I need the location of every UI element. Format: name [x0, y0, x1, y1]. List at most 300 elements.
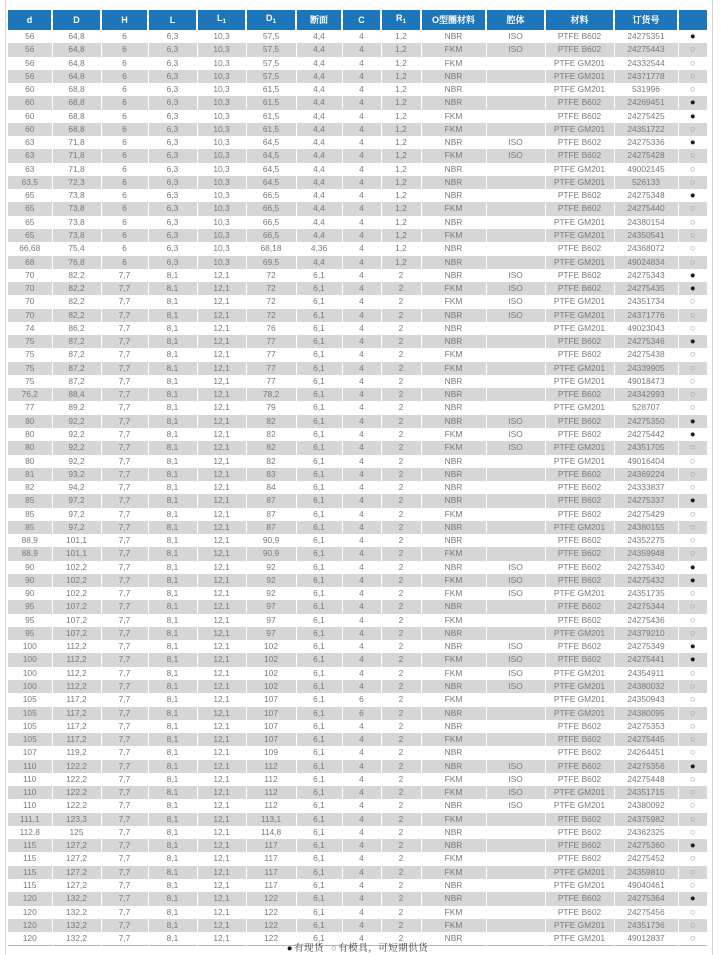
table-cell-L: 8,1: [148, 627, 197, 640]
table-cell-R1: 2: [381, 362, 421, 375]
table-cell-R1: 2: [381, 733, 421, 746]
table-cell-D: 127,2: [52, 839, 101, 852]
table-cell-cavity: ISO: [486, 30, 545, 43]
table-cell-R1: 2: [381, 282, 421, 295]
table-row: [8, 760, 707, 773]
table-cell-d: 60: [8, 83, 52, 96]
table-cell-d: 66,68: [8, 242, 52, 255]
table-cell-cavity: [486, 455, 545, 468]
table-cell-section: 6,1: [296, 534, 342, 547]
table-cell-material: PTFE GM201: [545, 256, 614, 269]
table-cell-L1: 12,1: [197, 600, 246, 613]
table-cell-H: 6: [101, 96, 148, 109]
table-cell-material: PTFE GM201: [545, 176, 614, 189]
table-cell-C: 4: [342, 534, 381, 547]
stock-hollow-circle-icon: ○: [689, 747, 696, 759]
table-cell-material: PTFE B602: [545, 892, 614, 905]
table-cell-C: 4: [342, 229, 381, 242]
table-cell-cavity: [486, 866, 545, 879]
stock-hollow-circle-icon: ○: [689, 150, 696, 162]
table-cell-cavity: ISO: [486, 43, 545, 56]
stock-hollow-circle-icon: ○: [689, 123, 696, 135]
stock-hollow-circle-icon: ○: [689, 322, 696, 334]
table-cell-R1: 2: [381, 415, 421, 428]
table-cell-cavity: [486, 852, 545, 865]
table-cell-D: 73,8: [52, 216, 101, 229]
table-cell-L1: 12,1: [197, 680, 246, 693]
table-cell-order_no: 24275452: [614, 852, 678, 865]
table-cell-d: 105: [8, 707, 52, 720]
table-row: [8, 906, 707, 919]
table-cell-material: PTFE B602: [545, 508, 614, 521]
table-cell-D: 87,2: [52, 375, 101, 388]
table-cell-oring_material: FKM: [421, 653, 486, 666]
table-cell-L: 8,1: [148, 521, 197, 534]
table-cell-R1: 2: [381, 680, 421, 693]
table-cell-cavity: [486, 57, 545, 70]
table-cell-oring_material: NBR: [421, 30, 486, 43]
table-cell-d: 77: [8, 401, 52, 414]
table-cell-D: 97,2: [52, 494, 101, 507]
table-row: [8, 441, 707, 454]
table-row: [8, 627, 707, 640]
table-cell-C: 4: [342, 799, 381, 812]
table-cell-D: 102,2: [52, 574, 101, 587]
table-cell-oring_material: NBR: [421, 839, 486, 852]
table-cell-material: PTFE B602: [545, 561, 614, 574]
table-cell-section: 6,1: [296, 428, 342, 441]
table-row: [8, 256, 707, 269]
table-cell-d: 60: [8, 123, 52, 136]
column-header-oring_material: O型圈材料: [421, 10, 486, 30]
table-cell-material: PTFE B602: [545, 481, 614, 494]
table-cell-d: 115: [8, 839, 52, 852]
table-cell-oring_material: NBR: [421, 309, 486, 322]
table-cell-D: 117,2: [52, 707, 101, 720]
table-cell-L1: 10,3: [197, 30, 246, 43]
table-cell-order_no: 24275343: [614, 269, 678, 282]
table-cell-L1: 12,1: [197, 614, 246, 627]
table-cell-D1: 77: [246, 375, 296, 388]
table-cell-d: 100: [8, 640, 52, 653]
table-cell-material: PTFE GM201: [545, 707, 614, 720]
table-cell-L: 6,3: [148, 202, 197, 215]
stock-hollow-circle-icon: ○: [689, 482, 696, 494]
table-cell-H: 6: [101, 123, 148, 136]
table-cell-D: 68,8: [52, 96, 101, 109]
table-cell-oring_material: NBR: [421, 879, 486, 892]
table-cell-D: 92,2: [52, 428, 101, 441]
table-row: [8, 176, 707, 189]
table-cell-L: 8,1: [148, 335, 197, 348]
table-cell-D1: 72: [246, 269, 296, 282]
table-cell-H: 7,7: [101, 852, 148, 865]
table-cell-C: 4: [342, 773, 381, 786]
table-cell-D: 122,2: [52, 799, 101, 812]
table-cell-L1: 12,1: [197, 401, 246, 414]
table-cell-D: 127,2: [52, 879, 101, 892]
table-cell-order_no: 24275353: [614, 720, 678, 733]
table-row: [8, 468, 707, 481]
table-cell-d: 105: [8, 720, 52, 733]
table-row: [8, 43, 707, 56]
table-cell-L: 6,3: [148, 149, 197, 162]
table-cell-material: PTFE B602: [545, 428, 614, 441]
table-cell-R1: 2: [381, 746, 421, 759]
table-cell-cavity: [486, 521, 545, 534]
table-cell-oring_material: FKM: [421, 149, 486, 162]
table-cell-section: 4,4: [296, 70, 342, 83]
table-cell-D1: 77: [246, 348, 296, 361]
table-cell-section: 6,1: [296, 269, 342, 282]
table-cell-L1: 12,1: [197, 455, 246, 468]
table-cell-d: 60: [8, 96, 52, 109]
table-cell-d: 120: [8, 919, 52, 932]
table-cell-C: 4: [342, 176, 381, 189]
table-cell-L1: 12,1: [197, 653, 246, 666]
table-cell-L: 6,3: [148, 123, 197, 136]
table-cell-oring_material: NBR: [421, 521, 486, 534]
table-cell-oring_material: FKM: [421, 693, 486, 706]
table-cell-d: 56: [8, 43, 52, 56]
table-cell-R1: 2: [381, 614, 421, 627]
table-cell-L: 8,1: [148, 826, 197, 839]
table-cell-d: 70: [8, 269, 52, 282]
table-cell-L: 8,1: [148, 707, 197, 720]
table-cell-d: 95: [8, 600, 52, 613]
table-cell-L: 6,3: [148, 57, 197, 70]
table-cell-material: PTFE B602: [545, 547, 614, 560]
table-cell-order_no: 24275429: [614, 508, 678, 521]
table-cell-d: 105: [8, 733, 52, 746]
table-cell-D: 72,3: [52, 176, 101, 189]
table-cell-oring_material: FKM: [421, 866, 486, 879]
table-cell-section: 6,1: [296, 614, 342, 627]
table-cell-oring_material: FKM: [421, 667, 486, 680]
table-cell-oring_material: FKM: [421, 906, 486, 919]
table-cell-D: 87,2: [52, 348, 101, 361]
table-cell-cavity: [486, 746, 545, 759]
column-header-D: D: [52, 10, 101, 30]
table-cell-cavity: [486, 189, 545, 202]
table-cell-oring_material: NBR: [421, 892, 486, 905]
table-cell-D1: 64,5: [246, 149, 296, 162]
table-cell-D1: 82: [246, 441, 296, 454]
table-cell-D1: 66,5: [246, 202, 296, 215]
table-cell-L1: 10,3: [197, 163, 246, 176]
table-cell-L: 8,1: [148, 879, 197, 892]
table-cell-L1: 12,1: [197, 866, 246, 879]
table-cell-oring_material: NBR: [421, 932, 486, 946]
table-cell-L: 6,3: [148, 83, 197, 96]
table-cell-oring_material: NBR: [421, 799, 486, 812]
table-cell-C: 4: [342, 813, 381, 826]
table-cell-order_no: 24275435: [614, 282, 678, 295]
table-cell-L: 8,1: [148, 388, 197, 401]
table-cell-material: PTFE GM201: [545, 295, 614, 308]
table-cell-d: 115: [8, 879, 52, 892]
table-cell-order_no: 528707: [614, 401, 678, 414]
seal-spec-table: [8, 10, 707, 946]
table-cell-H: 6: [101, 176, 148, 189]
table-cell-L: 8,1: [148, 547, 197, 560]
table-cell-order_no: 24275360: [614, 839, 678, 852]
table-cell-d: 100: [8, 667, 52, 680]
table-cell-D: 73,8: [52, 202, 101, 215]
table-cell-L1: 12,1: [197, 627, 246, 640]
table-cell-order_no: 49018473: [614, 375, 678, 388]
table-cell-C: 4: [342, 70, 381, 83]
table-cell-d: 60: [8, 110, 52, 123]
table-cell-R1: 2: [381, 693, 421, 706]
table-cell-H: 7,7: [101, 720, 148, 733]
stock-hollow-circle-icon: ○: [689, 707, 696, 719]
table-cell-oring_material: NBR: [421, 455, 486, 468]
stock-hollow-circle-icon: ○: [689, 362, 696, 374]
table-cell-section: 6,1: [296, 547, 342, 560]
table-cell-C: 4: [342, 866, 381, 879]
table-cell-L: 8,1: [148, 600, 197, 613]
table-cell-cavity: [486, 494, 545, 507]
table-cell-H: 7,7: [101, 561, 148, 574]
table-cell-oring_material: NBR: [421, 96, 486, 109]
table-cell-L1: 12,1: [197, 852, 246, 865]
table-cell-R1: 2: [381, 786, 421, 799]
table-cell-D: 82,2: [52, 269, 101, 282]
table-cell-C: 4: [342, 892, 381, 905]
table-cell-R1: 2: [381, 799, 421, 812]
table-cell-L1: 12,1: [197, 561, 246, 574]
table-cell-oring_material: FKM: [421, 813, 486, 826]
table-cell-H: 6: [101, 83, 148, 96]
table-cell-cavity: ISO: [486, 282, 545, 295]
table-cell-cavity: ISO: [486, 295, 545, 308]
table-cell-L: 6,3: [148, 96, 197, 109]
table-cell-D1: 84: [246, 481, 296, 494]
table-cell-order_no: 24379210: [614, 627, 678, 640]
table-cell-H: 7,7: [101, 415, 148, 428]
table-cell-section: 6,1: [296, 600, 342, 613]
table-cell-R1: 2: [381, 866, 421, 879]
table-cell-order_no: 24275443: [614, 43, 678, 56]
table-cell-d: 110: [8, 799, 52, 812]
table-cell-D: 71,8: [52, 149, 101, 162]
table-cell-D1: 102: [246, 667, 296, 680]
table-cell-D: 122,2: [52, 760, 101, 773]
table-cell-d: 75: [8, 375, 52, 388]
table-cell-D: 127,2: [52, 866, 101, 879]
table-cell-oring_material: NBR: [421, 216, 486, 229]
table-cell-d: 80: [8, 441, 52, 454]
table-cell-L1: 12,1: [197, 388, 246, 401]
table-cell-R1: 2: [381, 547, 421, 560]
table-cell-d: 65: [8, 202, 52, 215]
table-cell-material: PTFE B602: [545, 733, 614, 746]
table-cell-D: 75,4: [52, 242, 101, 255]
table-cell-L1: 10,3: [197, 136, 246, 149]
table-row: [8, 680, 707, 693]
stock-hollow-circle-icon: ○: [689, 176, 696, 188]
table-cell-section: 4,4: [296, 202, 342, 215]
table-cell-L1: 12,1: [197, 826, 246, 839]
table-cell-D1: 97: [246, 627, 296, 640]
table-cell-order_no: 24275337: [614, 494, 678, 507]
table-cell-H: 7,7: [101, 574, 148, 587]
table-cell-d: 75: [8, 362, 52, 375]
table-cell-C: 4: [342, 149, 381, 162]
table-cell-d: 88,9: [8, 547, 52, 560]
table-cell-D: 127,2: [52, 852, 101, 865]
table-cell-d: 105: [8, 693, 52, 706]
table-cell-C: 4: [342, 269, 381, 282]
table-cell-H: 7,7: [101, 653, 148, 666]
table-cell-C: 4: [342, 587, 381, 600]
table-cell-H: 7,7: [101, 826, 148, 839]
table-cell-material: PTFE B602: [545, 388, 614, 401]
table-cell-section: 6,1: [296, 693, 342, 706]
table-cell-H: 7,7: [101, 866, 148, 879]
table-cell-R1: 2: [381, 892, 421, 905]
table-cell-material: PTFE B602: [545, 96, 614, 109]
table-cell-section: 6,1: [296, 932, 342, 946]
table-cell-d: 111,1: [8, 813, 52, 826]
table-cell-L: 8,1: [148, 892, 197, 905]
table-cell-oring_material: NBR: [421, 136, 486, 149]
table-cell-oring_material: FKM: [421, 295, 486, 308]
table-row: [8, 733, 707, 746]
table-cell-R1: 2: [381, 760, 421, 773]
table-cell-L1: 12,1: [197, 428, 246, 441]
table-cell-cavity: [486, 919, 545, 932]
table-cell-H: 6: [101, 189, 148, 202]
table-cell-oring_material: FKM: [421, 786, 486, 799]
table-cell-L1: 12,1: [197, 587, 246, 600]
table-cell-L1: 12,1: [197, 640, 246, 653]
table-cell-C: 4: [342, 295, 381, 308]
table-cell-D1: 112: [246, 773, 296, 786]
table-cell-H: 7,7: [101, 521, 148, 534]
table-cell-C: 4: [342, 680, 381, 693]
table-cell-L: 8,1: [148, 786, 197, 799]
table-cell-d: 68: [8, 256, 52, 269]
table-cell-C: 4: [342, 362, 381, 375]
table-cell-d: 112,8: [8, 826, 52, 839]
table-cell-L1: 10,3: [197, 57, 246, 70]
table-cell-cavity: ISO: [486, 667, 545, 680]
table-row: [8, 309, 707, 322]
table-cell-R1: 2: [381, 295, 421, 308]
table-cell-L: 8,1: [148, 574, 197, 587]
table-cell-section: 6,1: [296, 653, 342, 666]
table-cell-material: PTFE GM201: [545, 309, 614, 322]
table-cell-L: 8,1: [148, 760, 197, 773]
table-cell-d: 85: [8, 494, 52, 507]
stock-filled-dot-icon: ●: [689, 760, 696, 772]
table-cell-d: 95: [8, 614, 52, 627]
table-cell-order_no: 24275448: [614, 773, 678, 786]
table-cell-d: 65: [8, 229, 52, 242]
table-cell-cavity: [486, 163, 545, 176]
table-cell-L: 8,1: [148, 309, 197, 322]
table-cell-L: 8,1: [148, 919, 197, 932]
table-cell-L1: 12,1: [197, 919, 246, 932]
table-cell-R1: 2: [381, 481, 421, 494]
table-cell-R1: 1,2: [381, 96, 421, 109]
column-header-section: 断面: [296, 10, 342, 30]
table-cell-oring_material: FKM: [421, 441, 486, 454]
table-cell-R1: 2: [381, 441, 421, 454]
table-cell-D1: 72: [246, 295, 296, 308]
table-cell-oring_material: NBR: [421, 163, 486, 176]
table-cell-order_no: 49024834: [614, 256, 678, 269]
table-cell-H: 7,7: [101, 348, 148, 361]
table-cell-D1: 92: [246, 587, 296, 600]
table-cell-cavity: [486, 906, 545, 919]
table-cell-C: 4: [342, 494, 381, 507]
table-cell-material: PTFE B602: [545, 415, 614, 428]
table-cell-d: 110: [8, 773, 52, 786]
stock-hollow-circle-icon: ○: [689, 521, 696, 533]
table-cell-D: 87,2: [52, 362, 101, 375]
table-cell-R1: 2: [381, 720, 421, 733]
table-cell-H: 7,7: [101, 799, 148, 812]
table-cell-cavity: [486, 256, 545, 269]
table-cell-H: 7,7: [101, 388, 148, 401]
table-cell-cavity: [486, 123, 545, 136]
table-cell-d: 80: [8, 455, 52, 468]
table-cell-material: PTFE GM201: [545, 322, 614, 335]
table-cell-D1: 83: [246, 468, 296, 481]
table-cell-oring_material: FKM: [421, 919, 486, 932]
table-cell-material: PTFE B602: [545, 335, 614, 348]
table-cell-L1: 12,1: [197, 494, 246, 507]
table-cell-order_no: 24275336: [614, 136, 678, 149]
table-cell-section: 6,1: [296, 574, 342, 587]
table-cell-D: 71,8: [52, 136, 101, 149]
table-cell-cavity: [486, 720, 545, 733]
table-cell-d: 81: [8, 468, 52, 481]
table-cell-oring_material: NBR: [421, 269, 486, 282]
table-cell-H: 7,7: [101, 322, 148, 335]
table-cell-oring_material: NBR: [421, 680, 486, 693]
table-cell-C: 4: [342, 481, 381, 494]
table-cell-L1: 12,1: [197, 906, 246, 919]
table-cell-section: 4,4: [296, 189, 342, 202]
table-cell-L: 8,1: [148, 746, 197, 759]
table-cell-section: 6,1: [296, 561, 342, 574]
table-cell-D: 76,8: [52, 256, 101, 269]
table-row: [8, 640, 707, 653]
table-cell-d: 80: [8, 415, 52, 428]
table-cell-L1: 12,1: [197, 707, 246, 720]
table-cell-D: 68,8: [52, 123, 101, 136]
table-cell-material: PTFE GM201: [545, 693, 614, 706]
table-cell-section: 6,1: [296, 335, 342, 348]
table-cell-R1: 1,2: [381, 216, 421, 229]
table-cell-L1: 12,1: [197, 892, 246, 905]
table-cell-oring_material: FKM: [421, 362, 486, 375]
table-cell-R1: 2: [381, 348, 421, 361]
table-cell-C: 4: [342, 123, 381, 136]
table-cell-material: PTFE B602: [545, 906, 614, 919]
table-cell-H: 6: [101, 149, 148, 162]
table-cell-R1: 2: [381, 375, 421, 388]
table-cell-H: 7,7: [101, 375, 148, 388]
table-row: [8, 813, 707, 826]
table-cell-R1: 2: [381, 587, 421, 600]
table-cell-oring_material: FKM: [421, 57, 486, 70]
table-header-row: [8, 10, 707, 30]
